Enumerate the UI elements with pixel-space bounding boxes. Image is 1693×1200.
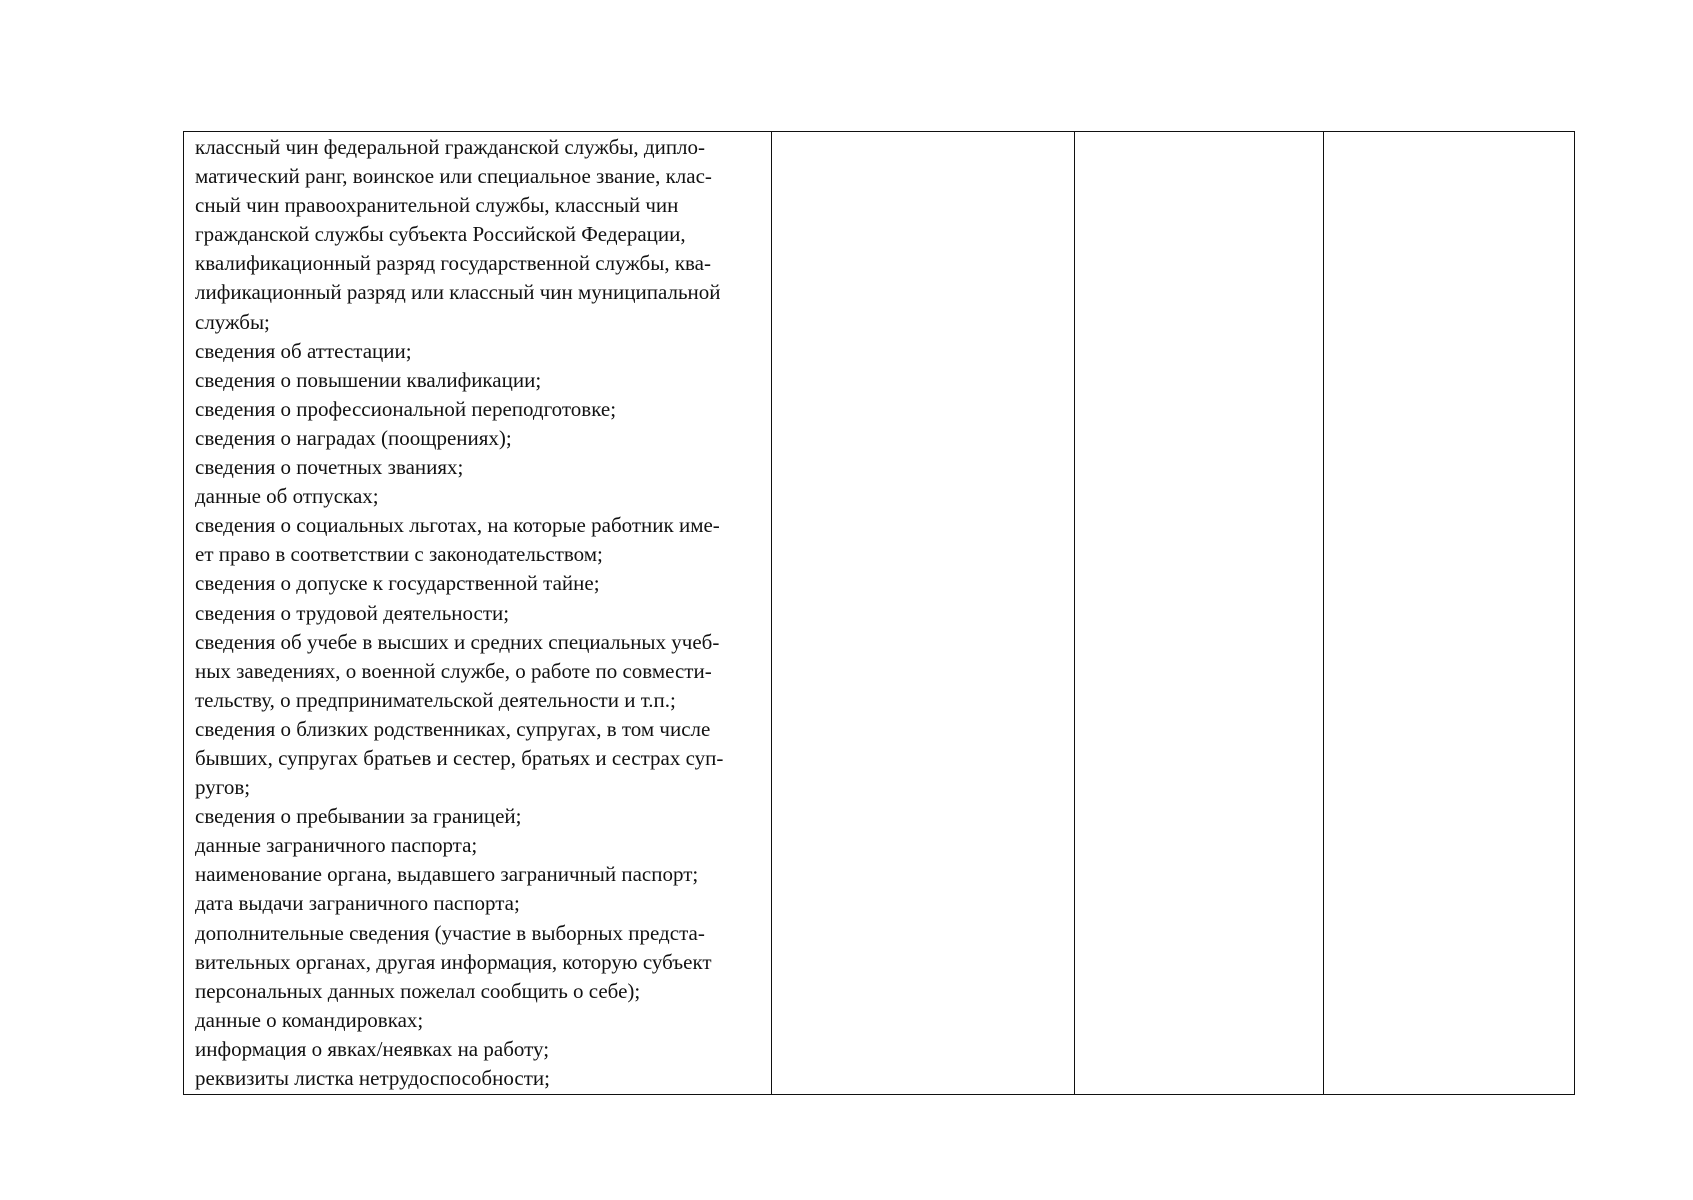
list-line: ных заведениях, о военной службе, о работе по совмести- [195, 658, 712, 683]
table-row [184, 132, 1575, 1095]
list-line: сведения о наградах (поощрениях); [195, 425, 512, 450]
empty-cell-3 [1075, 132, 1324, 1095]
list-line: сведения о профессиональной переподготовке; [195, 396, 617, 421]
list-line: бывших, супругах братьев и сестер, братьях и сестрах суп- [195, 745, 724, 770]
list-line: данные об отпусках; [195, 484, 379, 509]
list-line: сведения об учебе в высших и средних специальных учеб- [195, 629, 720, 654]
list-line: тельству, о предпринимательской деятельности и т.п.; [195, 687, 676, 712]
list-line: сведения о пребывании за границей; [195, 804, 522, 829]
list-line: матический ранг, воинское или специальное звание, клас- [195, 164, 712, 189]
list-line: реквизиты листка нетрудоспособности; [195, 1066, 550, 1090]
list-line: сный чин правоохранительной службы, классный чин [195, 193, 679, 218]
list-line: данные заграничного паспорта; [195, 833, 478, 858]
list-line: сведения о близких родственниках, супругах, в том числе [195, 716, 711, 741]
list-line: сведения о допуске к государственной тайне; [195, 571, 600, 596]
list-line: классный чин федеральной гражданской службы, дипло- [195, 135, 706, 159]
list-line: лификационный разряд или классный чин муниципальной [195, 280, 721, 305]
list-line: сведения о социальных льготах, на которые работник име- [195, 513, 720, 538]
list-line: вительных органах, другая информация, которую субъект [195, 949, 712, 974]
empty-cell-2 [772, 132, 1075, 1095]
list-line: дополнительные сведения (участие в выборных предста- [195, 920, 705, 945]
list-line: информация о явках/неявках на работу; [195, 1036, 550, 1061]
personal-data-list [184, 132, 771, 1093]
personal-data-table [183, 131, 1575, 1095]
list-line: службы; [195, 309, 270, 334]
list-line: ет право в соответствии с законодательством; [195, 542, 603, 567]
list-line: сведения о трудовой деятельности; [195, 600, 510, 625]
list-line: гражданской службы субъекта Российской Федерации, [195, 222, 686, 247]
list-line: сведения об аттестации; [195, 338, 412, 363]
list-line: данные о командировках; [195, 1007, 424, 1032]
list-line: сведения о почетных званиях; [195, 455, 464, 480]
empty-cell-4 [1324, 132, 1575, 1095]
list-line: персональных данных пожелал сообщить о себе); [195, 978, 641, 1003]
list-line: сведения о повышении квалификации; [195, 367, 542, 392]
list-line: ругов; [195, 775, 251, 800]
list-line: наименование органа, выдавшего заграничный паспорт; [195, 862, 699, 887]
list-line: квалификационный разряд государственной службы, ква- [195, 251, 711, 276]
list-line: дата выдачи заграничного паспорта; [195, 891, 520, 916]
personal-data-list-cell [184, 132, 772, 1095]
